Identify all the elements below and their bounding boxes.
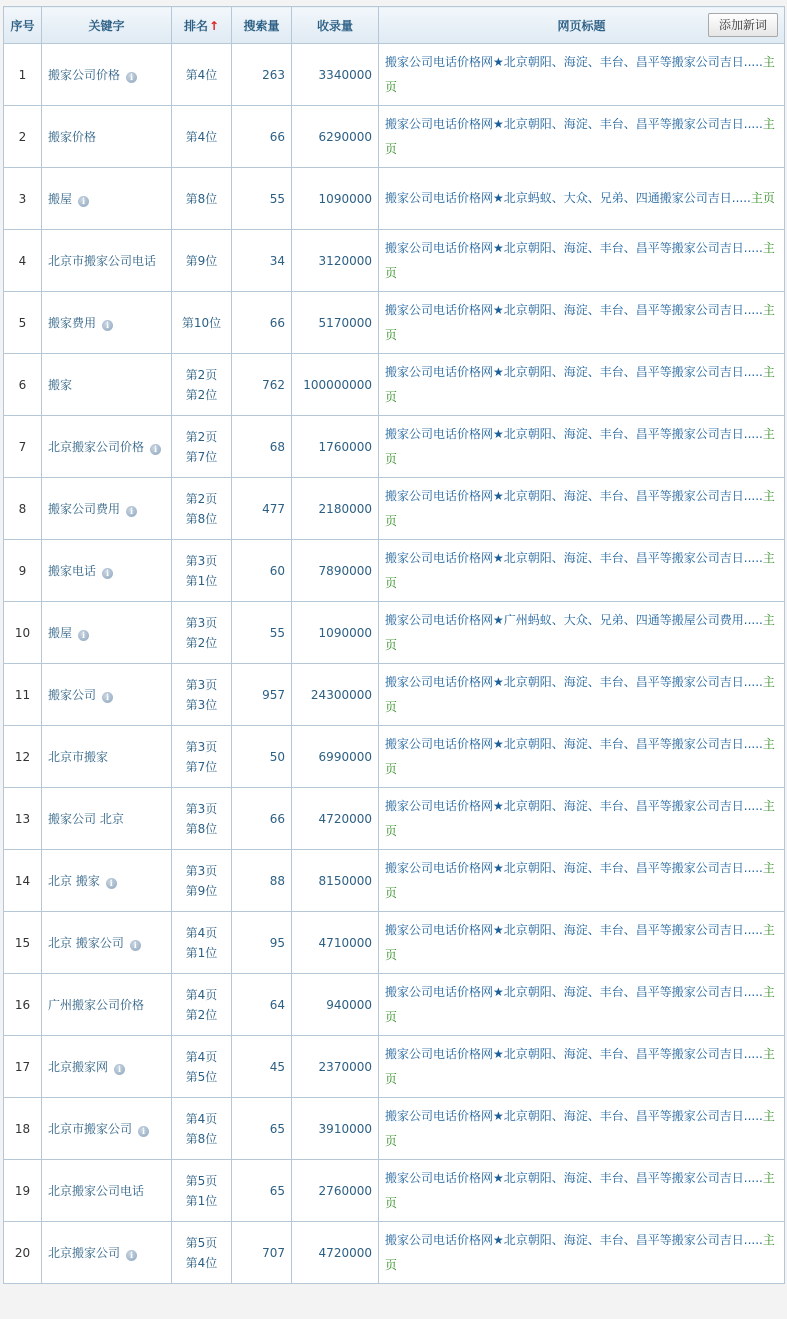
table-row <box>4 850 785 912</box>
table-row <box>4 664 785 726</box>
keyword-ranking-table <box>3 6 785 1284</box>
cell-page-title <box>379 354 785 416</box>
table-row <box>4 292 785 354</box>
cell-keyword <box>42 44 172 106</box>
cell-seq: 6 <box>4 354 42 416</box>
rank-line-2: 第8位 <box>185 821 218 836</box>
cell-search-volume: 55 <box>232 602 292 664</box>
cell-rank <box>172 974 232 1036</box>
cell-indexed-count: 5170000 <box>292 292 379 354</box>
table-row <box>4 974 785 1036</box>
homepage-link[interactable]: 主页 <box>385 674 775 714</box>
page-title-link[interactable]: 搬家公司电话价格网★北京朝阳、海淀、丰台、昌平等搬家公司吉日..... <box>385 922 763 937</box>
table-row <box>4 354 785 416</box>
page-title-link[interactable]: 搬家公司电话价格网★北京朝阳、海淀、丰台、昌平等搬家公司吉日..... <box>385 240 763 255</box>
cell-search-volume: 45 <box>232 1036 292 1098</box>
keyword-text[interactable]: 搬屋 <box>48 191 73 206</box>
table-row <box>4 540 785 602</box>
page-title-link[interactable]: 搬家公司电话价格网★北京朝阳、海淀、丰台、昌平等搬家公司吉日..... <box>385 364 763 379</box>
cell-indexed-count: 100000000 <box>292 354 379 416</box>
keyword-text[interactable]: 搬屋 <box>48 625 73 640</box>
cell-rank <box>172 602 232 664</box>
page-title-link[interactable]: 搬家公司电话价格网★北京蚂蚁、大众、兄弟、四通搬家公司吉日..... <box>385 191 751 205</box>
page-title-link[interactable]: 搬家公司电话价格网★北京朝阳、海淀、丰台、昌平等搬家公司吉日..... <box>385 426 763 441</box>
rank-line-1: 第3页 <box>185 677 218 692</box>
cell-page-title <box>379 168 785 230</box>
rank-line-1: 第4页 <box>185 987 218 1002</box>
cell-seq: 7 <box>4 416 42 478</box>
table-row <box>4 1036 785 1098</box>
rank-line-2: 第1位 <box>185 573 218 588</box>
info-icon[interactable]: i <box>102 320 113 331</box>
rank-line-1: 第2页 <box>185 491 218 506</box>
rank-line-1: 第2页 <box>185 429 218 444</box>
homepage-link[interactable]: 主页 <box>385 860 775 900</box>
cell-rank <box>172 292 232 354</box>
cell-indexed-count: 1090000 <box>292 168 379 230</box>
info-icon[interactable]: i <box>114 1064 125 1075</box>
cell-search-volume: 477 <box>232 478 292 540</box>
cell-search-volume: 65 <box>232 1160 292 1222</box>
cell-keyword <box>42 974 172 1036</box>
header-keyword: 关键字 <box>42 7 172 44</box>
rank-line-1: 第5页 <box>185 1235 218 1250</box>
cell-page-title <box>379 1222 785 1284</box>
cell-seq: 10 <box>4 602 42 664</box>
rank-line-1: 第2页 <box>185 367 218 382</box>
cell-indexed-count: 940000 <box>292 974 379 1036</box>
cell-page-title <box>379 540 785 602</box>
info-icon[interactable]: i <box>138 1126 149 1137</box>
table-row <box>4 230 785 292</box>
cell-search-volume: 66 <box>232 292 292 354</box>
keyword-text[interactable]: 搬家费用 <box>48 315 97 330</box>
table-header-row <box>4 7 785 44</box>
cell-indexed-count: 4710000 <box>292 912 379 974</box>
cell-rank <box>172 1036 232 1098</box>
cell-rank <box>172 726 232 788</box>
cell-indexed-count: 3340000 <box>292 44 379 106</box>
cell-seq: 14 <box>4 850 42 912</box>
cell-search-volume: 68 <box>232 416 292 478</box>
cell-indexed-count: 3910000 <box>292 1098 379 1160</box>
cell-rank <box>172 106 232 168</box>
keyword-text[interactable]: 北京市搬家 <box>48 749 109 764</box>
cell-rank <box>172 230 232 292</box>
keyword-text[interactable]: 搬家 <box>48 377 73 392</box>
cell-indexed-count: 7890000 <box>292 540 379 602</box>
header-page-title <box>379 7 785 44</box>
keyword-text[interactable]: 北京市搬家公司电话 <box>48 253 157 268</box>
table-row <box>4 1160 785 1222</box>
homepage-link[interactable]: 主页 <box>385 1046 775 1086</box>
keyword-text[interactable]: 北京搬家公司 <box>48 1245 121 1260</box>
keyword-text[interactable]: 搬家公司 <box>48 687 97 702</box>
cell-seq: 1 <box>4 44 42 106</box>
cell-search-volume: 60 <box>232 540 292 602</box>
rank-line-1: 第9位 <box>185 253 218 268</box>
cell-search-volume: 707 <box>232 1222 292 1284</box>
homepage-link[interactable]: 主页 <box>385 488 775 528</box>
cell-seq: 9 <box>4 540 42 602</box>
rank-line-1: 第3页 <box>185 739 218 754</box>
homepage-link[interactable]: 主页 <box>385 116 775 156</box>
page-title-link[interactable]: 搬家公司电话价格网★北京朝阳、海淀、丰台、昌平等搬家公司吉日..... <box>385 302 763 317</box>
cell-search-volume: 64 <box>232 974 292 1036</box>
page-title-link[interactable]: 搬家公司电话价格网★北京朝阳、海淀、丰台、昌平等搬家公司吉日..... <box>385 488 763 503</box>
homepage-link[interactable]: 主页 <box>385 798 775 838</box>
homepage-link[interactable]: 主页 <box>385 240 775 280</box>
cell-indexed-count: 2180000 <box>292 478 379 540</box>
cell-seq: 11 <box>4 664 42 726</box>
cell-keyword <box>42 1036 172 1098</box>
cell-indexed-count: 2370000 <box>292 1036 379 1098</box>
rank-line-2: 第2位 <box>185 1007 218 1022</box>
cell-seq: 20 <box>4 1222 42 1284</box>
page-title-link[interactable]: 搬家公司电话价格网★北京朝阳、海淀、丰台、昌平等搬家公司吉日..... <box>385 116 763 131</box>
cell-keyword <box>42 106 172 168</box>
cell-keyword <box>42 912 172 974</box>
cell-page-title <box>379 106 785 168</box>
cell-seq: 3 <box>4 168 42 230</box>
table-row <box>4 1098 785 1160</box>
cell-keyword <box>42 478 172 540</box>
cell-keyword <box>42 416 172 478</box>
homepage-link[interactable]: 主页 <box>750 191 775 205</box>
page-title-link[interactable]: 搬家公司电话价格网★北京朝阳、海淀、丰台、昌平等搬家公司吉日..... <box>385 984 763 999</box>
keyword-text[interactable]: 北京市搬家公司 <box>48 1121 133 1136</box>
table-row <box>4 416 785 478</box>
cell-seq: 16 <box>4 974 42 1036</box>
cell-page-title <box>379 416 785 478</box>
rank-line-2: 第1位 <box>185 945 218 960</box>
cell-rank <box>172 1098 232 1160</box>
cell-indexed-count: 24300000 <box>292 664 379 726</box>
page-title-link[interactable]: 搬家公司电话价格网★北京朝阳、海淀、丰台、昌平等搬家公司吉日..... <box>385 54 763 69</box>
cell-seq: 2 <box>4 106 42 168</box>
table-row <box>4 1222 785 1284</box>
info-icon[interactable]: i <box>126 506 137 517</box>
cell-page-title <box>379 912 785 974</box>
cell-rank <box>172 478 232 540</box>
cell-seq: 8 <box>4 478 42 540</box>
cell-keyword <box>42 850 172 912</box>
page-title-link[interactable]: 搬家公司电话价格网★北京朝阳、海淀、丰台、昌平等搬家公司吉日..... <box>385 1046 763 1061</box>
cell-seq: 5 <box>4 292 42 354</box>
cell-rank <box>172 540 232 602</box>
cell-page-title <box>379 726 785 788</box>
rank-line-2: 第9位 <box>185 883 218 898</box>
keyword-text[interactable]: 北京 搬家公司 <box>48 935 124 950</box>
cell-indexed-count: 1090000 <box>292 602 379 664</box>
cell-rank <box>172 850 232 912</box>
cell-search-volume: 50 <box>232 726 292 788</box>
cell-rank <box>172 664 232 726</box>
header-rank[interactable] <box>172 7 232 44</box>
homepage-link[interactable]: 主页 <box>385 922 775 962</box>
cell-seq: 18 <box>4 1098 42 1160</box>
cell-seq: 13 <box>4 788 42 850</box>
rank-line-1: 第4页 <box>185 1111 218 1126</box>
rank-line-2: 第7位 <box>185 449 218 464</box>
homepage-link[interactable]: 主页 <box>385 302 775 342</box>
keyword-text[interactable]: 搬家电话 <box>48 563 97 578</box>
cell-seq: 17 <box>4 1036 42 1098</box>
cell-search-volume: 66 <box>232 106 292 168</box>
rank-line-2: 第2位 <box>185 387 218 402</box>
page-title-link[interactable]: 搬家公司电话价格网★北京朝阳、海淀、丰台、昌平等搬家公司吉日..... <box>385 736 763 751</box>
homepage-link[interactable]: 主页 <box>385 984 775 1024</box>
rank-line-2: 第3位 <box>185 697 218 712</box>
cell-keyword <box>42 230 172 292</box>
cell-search-volume: 66 <box>232 788 292 850</box>
rank-line-1: 第4页 <box>185 925 218 940</box>
rank-line-2: 第8位 <box>185 1131 218 1146</box>
header-rank-label: 排名 <box>183 18 208 33</box>
cell-page-title <box>379 292 785 354</box>
cell-page-title <box>379 1098 785 1160</box>
cell-keyword <box>42 354 172 416</box>
keyword-text[interactable]: 北京搬家公司电话 <box>48 1183 145 1198</box>
cell-keyword <box>42 168 172 230</box>
table-row <box>4 726 785 788</box>
homepage-link[interactable]: 主页 <box>385 1232 775 1272</box>
keyword-text[interactable]: 北京搬家公司价格 <box>48 439 145 454</box>
cell-keyword <box>42 292 172 354</box>
rank-line-1: 第10位 <box>181 315 222 330</box>
rank-line-1: 第3页 <box>185 863 218 878</box>
cell-page-title <box>379 230 785 292</box>
rank-line-2: 第1位 <box>185 1193 218 1208</box>
cell-keyword <box>42 1160 172 1222</box>
cell-rank <box>172 44 232 106</box>
header-indexed-count: 收录量 <box>292 7 379 44</box>
rank-line-2: 第7位 <box>185 759 218 774</box>
cell-seq: 12 <box>4 726 42 788</box>
rank-line-2: 第2位 <box>185 635 218 650</box>
info-icon[interactable]: i <box>78 196 89 207</box>
info-icon[interactable]: i <box>102 692 113 703</box>
cell-page-title <box>379 788 785 850</box>
info-icon[interactable]: i <box>130 940 141 951</box>
table-row <box>4 478 785 540</box>
homepage-link[interactable]: 主页 <box>385 54 775 94</box>
cell-page-title <box>379 1160 785 1222</box>
page-title-link[interactable]: 搬家公司电话价格网★广州蚂蚁、大众、兄弟、四通等搬屋公司费用..... <box>385 612 763 627</box>
cell-keyword <box>42 602 172 664</box>
keyword-text[interactable]: 搬家公司价格 <box>48 67 121 82</box>
table-row <box>4 912 785 974</box>
rank-line-1: 第8位 <box>185 191 218 206</box>
cell-keyword <box>42 1098 172 1160</box>
cell-page-title <box>379 1036 785 1098</box>
rank-line-2: 第8位 <box>185 511 218 526</box>
cell-page-title <box>379 664 785 726</box>
page-title-link[interactable]: 搬家公司电话价格网★北京朝阳、海淀、丰台、昌平等搬家公司吉日..... <box>385 1108 763 1123</box>
page-title-link[interactable]: 搬家公司电话价格网★北京朝阳、海淀、丰台、昌平等搬家公司吉日..... <box>385 1170 763 1185</box>
cell-keyword <box>42 726 172 788</box>
header-seq: 序号 <box>4 7 42 44</box>
cell-page-title <box>379 44 785 106</box>
cell-indexed-count: 8150000 <box>292 850 379 912</box>
info-icon[interactable]: i <box>126 72 137 83</box>
cell-search-volume: 55 <box>232 168 292 230</box>
page-title-link[interactable]: 搬家公司电话价格网★北京朝阳、海淀、丰台、昌平等搬家公司吉日..... <box>385 550 763 565</box>
keyword-text[interactable]: 广州搬家公司价格 <box>48 997 145 1012</box>
cell-indexed-count: 6990000 <box>292 726 379 788</box>
keyword-text[interactable]: 北京搬家网 <box>48 1059 109 1074</box>
cell-search-volume: 34 <box>232 230 292 292</box>
cell-rank <box>172 1160 232 1222</box>
rank-line-1: 第4位 <box>185 129 218 144</box>
add-keyword-button[interactable]: 添加新词 <box>708 13 778 37</box>
rank-line-1: 第3页 <box>185 553 218 568</box>
keyword-text[interactable]: 搬家公司 北京 <box>48 811 124 826</box>
cell-indexed-count: 4720000 <box>292 1222 379 1284</box>
table-row <box>4 602 785 664</box>
rank-line-2: 第4位 <box>185 1255 218 1270</box>
cell-indexed-count: 4720000 <box>292 788 379 850</box>
cell-keyword <box>42 664 172 726</box>
cell-rank <box>172 354 232 416</box>
cell-indexed-count: 2760000 <box>292 1160 379 1222</box>
cell-keyword <box>42 540 172 602</box>
cell-rank <box>172 912 232 974</box>
rank-line-1: 第4页 <box>185 1049 218 1064</box>
cell-page-title <box>379 478 785 540</box>
page-title-link[interactable]: 搬家公司电话价格网★北京朝阳、海淀、丰台、昌平等搬家公司吉日..... <box>385 860 763 875</box>
table-body <box>4 44 785 1284</box>
rank-line-2: 第5位 <box>185 1069 218 1084</box>
page-title-link[interactable]: 搬家公司电话价格网★北京朝阳、海淀、丰台、昌平等搬家公司吉日..... <box>385 1232 763 1247</box>
rank-line-1: 第5页 <box>185 1173 218 1188</box>
table-row <box>4 44 785 106</box>
homepage-link[interactable]: 主页 <box>385 736 775 776</box>
cell-search-volume: 88 <box>232 850 292 912</box>
cell-rank <box>172 416 232 478</box>
header-search-volume: 搜索量 <box>232 7 292 44</box>
rank-line-1: 第3页 <box>185 615 218 630</box>
cell-page-title <box>379 602 785 664</box>
cell-search-volume: 95 <box>232 912 292 974</box>
rank-line-1: 第3页 <box>185 801 218 816</box>
cell-indexed-count: 3120000 <box>292 230 379 292</box>
homepage-link[interactable]: 主页 <box>385 426 775 466</box>
cell-seq: 4 <box>4 230 42 292</box>
page-title-link[interactable]: 搬家公司电话价格网★北京朝阳、海淀、丰台、昌平等搬家公司吉日..... <box>385 674 763 689</box>
header-page-title-label: 网页标题 <box>557 18 606 33</box>
cell-page-title <box>379 974 785 1036</box>
homepage-link[interactable]: 主页 <box>385 612 775 652</box>
cell-indexed-count: 1760000 <box>292 416 379 478</box>
info-icon[interactable]: i <box>150 444 161 455</box>
keyword-text[interactable]: 搬家公司费用 <box>48 501 121 516</box>
keyword-text[interactable]: 北京 搬家 <box>48 873 100 888</box>
cell-seq: 19 <box>4 1160 42 1222</box>
cell-search-volume: 762 <box>232 354 292 416</box>
table-row <box>4 106 785 168</box>
cell-seq: 15 <box>4 912 42 974</box>
info-icon[interactable]: i <box>126 1250 137 1261</box>
cell-rank <box>172 1222 232 1284</box>
homepage-link[interactable]: 主页 <box>385 1108 775 1148</box>
info-icon[interactable]: i <box>78 630 89 641</box>
cell-rank <box>172 168 232 230</box>
homepage-link[interactable]: 主页 <box>385 550 775 590</box>
cell-rank <box>172 788 232 850</box>
cell-indexed-count: 6290000 <box>292 106 379 168</box>
table-row <box>4 168 785 230</box>
cell-search-volume: 957 <box>232 664 292 726</box>
info-icon[interactable]: i <box>102 568 113 579</box>
cell-search-volume: 65 <box>232 1098 292 1160</box>
homepage-link[interactable]: 主页 <box>385 1170 775 1210</box>
keyword-text[interactable]: 搬家价格 <box>48 129 97 144</box>
sort-up-arrow-icon[interactable]: ↑ <box>208 18 220 33</box>
cell-search-volume: 263 <box>232 44 292 106</box>
page-title-link[interactable]: 搬家公司电话价格网★北京朝阳、海淀、丰台、昌平等搬家公司吉日..... <box>385 798 763 813</box>
cell-page-title <box>379 850 785 912</box>
info-icon[interactable]: i <box>106 878 117 889</box>
cell-keyword <box>42 788 172 850</box>
table-row <box>4 788 785 850</box>
homepage-link[interactable]: 主页 <box>385 364 775 404</box>
cell-keyword <box>42 1222 172 1284</box>
rank-line-1: 第4位 <box>185 67 218 82</box>
